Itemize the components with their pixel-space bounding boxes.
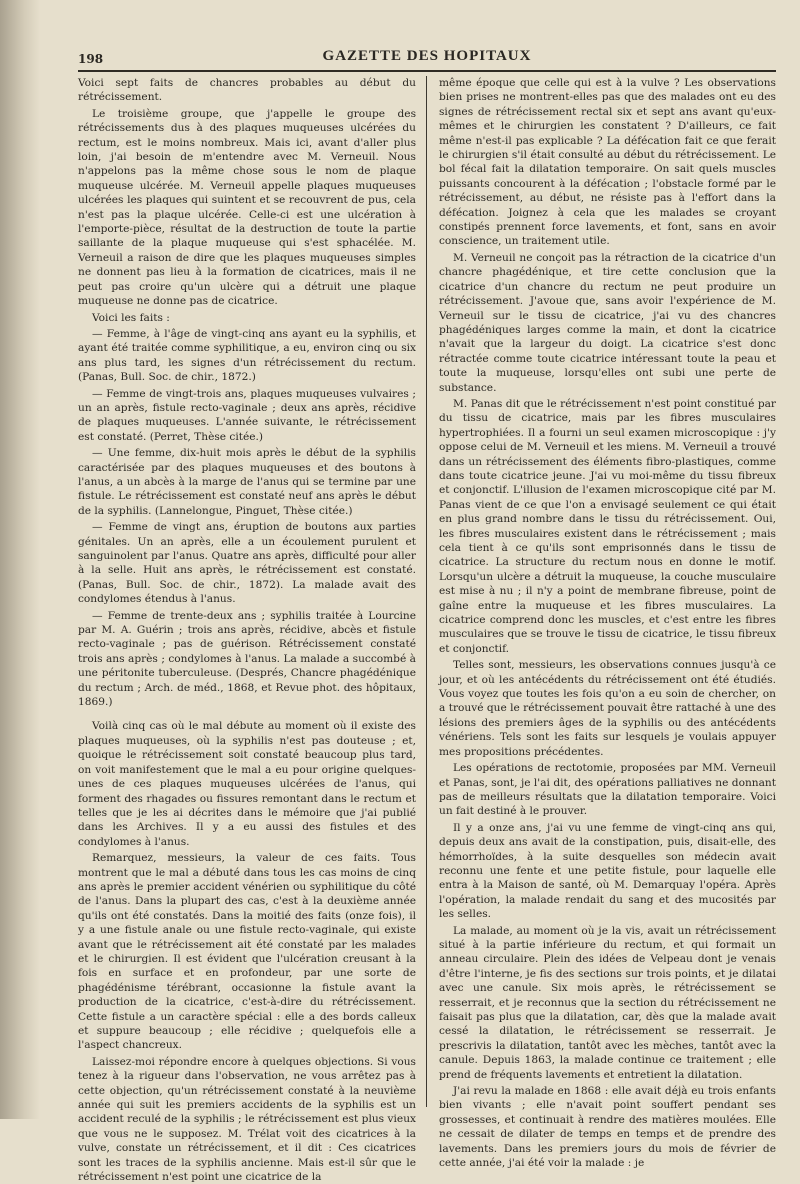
- journal-title: GAZETTE DES HOPITAUX: [322, 48, 532, 64]
- paragraph: — Femme de trente-deux ans ; syphilis traitée à Lourcine par M. A. Guérin ; trois ans après, récidive, abcès et fistule recto-vaginale ; pas de guérison. Rétrécissement constaté trois ans après ; condylomes à l'anus. La malade a succombé à une péritonite tuberculeuse. (Després, Chancre phagédénique du rectum ; Arch. de méd., 1868, et Revue phot. des hôpitaux, 1869.): [78, 609, 416, 709]
- page-header: [78, 48, 776, 72]
- paragraph: Les opérations de rectotomie, proposées par MM. Verneuil et Panas, sont, je l'ai dit, des opérations palliatives ne donnant pas de meilleurs résultats que la dilatation temporaire. Voici un fait destiné à le prouver.: [439, 762, 776, 818]
- paragraph: — Une femme, dix-huit mois après le début de la syphilis caractérisée par des plaques muqueuses et des boutons à l'anus, a un abcès à la marge de l'anus qui se termine par une fistule. Le rétrécissement est constaté neuf ans après le début de la syphilis. (Lannelongue, Pinguet, Thèse citée.): [78, 447, 416, 517]
- paragraph: — Femme de vingt ans, éruption de boutons aux parties génitales. Un an après, elle a un écoulement purulent et sanguinolent par l'anus. Quatre ans après, difficulté pour aller à la selle. Huit ans après, le rétrécissement est constaté. (Panas, Bull. Soc. de chir., 1872). La malade avait des condylomes étendus à l'anus.: [78, 521, 416, 606]
- paragraph: M. Panas dit que le rétrécissement n'est point constitué par du tissu de cicatrice, mais par les fibres musculaires hypertrophiées. Il a fourni un seul examen microscopique : j'y oppose celui de M. Verneuil et les miens. M. Verneuil a trouvé dans un rétrécissement des éléments fibro-plastiques, comme dans toute cicatrice jeune. J'ai vu moi-même du tissu fibreux et conjonctif. L'illusion de l'examen microscopique cité par M. Panas vient de ce que l'on a envisagé seulement ce qui était en plus grand nombre dans le tissu du rétrécissement. Oui, les fibres musculaires existent dans le rétrécissement ; mais cela tient à ce qu'ils sont emprisonnés dans le tissu de cicatrice. La structure du rectum nous en donne le motif. Lorsqu'un ulcère a détruit la muqueuse, la couche musculaire est mise à nu ; il n'y a point de membrane fibreuse, point de gaîne entre la muqueuse et les fibres musculaires. La cicatrice comprend donc les muscles, et c'est entre les fibres musculaires que se trouve le tissu de cicatrice, le tissu fibreux et conjonctif.: [439, 397, 776, 655]
- page-number: 198: [78, 52, 104, 66]
- paragraph: Voilà cinq cas où le mal débute au moment où il existe des plaques muqueuses, où la syphilis n'est pas douteuse ; et, quoique le rétrécissement soit constaté beaucoup plus tard, on voit manifestement que le mal a eu pour origine quelques-unes de ces plaques muqueuses ulcérées de l'anus, qui forment des rhagades ou fissures remontant dans le rectum et telles que je les ai décrites dans le mémoire que j'ai publié dans les Archives. Il y a eu aussi des fistules et des condylomes à l'anus.: [78, 720, 416, 848]
- paragraph: Il y a onze ans, j'ai vu une femme de vingt-cinq ans qui, depuis deux ans avait de la constipation, puis, disait-elle, des hémorrhoïdes, à la suite desquelles son médecin avait reconnu une fente et une petite fistule, pour laquelle elle entra à la Maison de santé, où M. Demarquay l'opéra. Après l'opération, la malade rendait du sang et des mucosités par les selles.: [439, 821, 776, 921]
- page-binding-shadow: [0, 0, 40, 1119]
- paragraph: Voici les faits :: [92, 311, 170, 324]
- paragraph: Telles sont, messieurs, les observations connues jusqu'à ce jour, et où les antécédents du rétrécissement ont été étudiés. Vous voyez que toutes les fois qu'on a eu soin de chercher, on a trouvé que le rétrécissement pouvait être rattaché à une des lésions des premiers âges de la syphilis ou des antécédents vénériens. Tels sont les faits sur lesquels je voulais appuyer mes propositions précédentes.: [439, 659, 776, 758]
- paragraph: J'ai revu la malade en 1868 : elle avait déjà eu trois enfants bien vivants ; elle n'avait point souffert pendant ses grossesses, et continuait à rendre des matières moulées. Elle ne cessait de dilater de temps en temps et de prendre des lavements. Dans les premiers jours du mois de février de cette année, j'ai été voir la malade : je: [439, 1085, 776, 1170]
- paragraph: — Femme, à l'âge de vingt-cinq ans ayant eu la syphilis, et ayant été traitée comme syphilitique, a eu, environ cinq ou six ans plus tard, les signes d'un rétrécissement du rectum. (Panas, Bull. Soc. de chir., 1872.): [78, 327, 416, 384]
- paragraph: M. Verneuil ne conçoit pas la rétraction de la cicatrice d'un chancre phagédénique, et tire cette conclusion que la cicatrice d'un chancre du rectum ne peut produire un rétrécissement. J'avoue que, sans avoir l'expérience de M. Verneuil sur le tissu de cicatrice, j'ai vu des chancres phagédéniques larges comme la main, et dont la cicatrice n'avait que la largeur du doigt. La cicatrice s'est donc rétractée comme toute cicatrice intéressant toute la peau et toute la muqueuse, lorsqu'elles ont subi une perte de substance.: [439, 251, 776, 394]
- text-columns: [78, 76, 776, 1184]
- paragraph: Remarquez, messieurs, la valeur de ces faits. Tous montrent que le mal a débuté dans tous les cas moins de cinq ans après le premier accident vénérien ou syphilitique du côté de l'anus. Dans la plupart des cas, c'est à la deuxième année qu'ils ont été constatés. Dans la moitié des faits (onze fois), il y a une fistule anale ou une fistule recto-vaginale, qui existe avant que le rétrécissement ait été constaté par les malades et le chirurgien. Il est évident que l'ulcération creusant à la fois en surface et en profondeur, par une sorte de phagédénisme térébrant, occasionne la fistule avant la production de la cicatrice, c'est-à-dire du rétrécissement. Cette fistule a un caractère spécial : elle a des bords calleux et suppure beaucoup ; elle récidive ; quelquefois elle a l'aspect chancreux.: [78, 852, 416, 1052]
- paragraph: même époque que celle qui est à la vulve ? Les observations bien prises ne montrent-elles pas que des malades ont eu des signes de rétrécissement rectal six et sept ans avant qu'eux-mêmes et le chirurgien les constatent ? D'ailleurs, ce fait même n'est-il pas explicable ? La défécation fait ce que ferait le chirurgien s'il était consulté au début du rétrécissement. Le bol fécal fait la dilatation temporaire. On sait quels muscles puissants concourent à la défécation ; l'obstacle formé par le rétrécissement, au début, ne résiste pas à l'effort dans la défécation. Joignez à cela que les malades se croyant constipés prennent force lavements, et font, sans en avoir conscience, un traitement utile.: [439, 77, 776, 248]
- paragraph: Voici sept faits de chancres probables au début du rétrécissement.: [78, 77, 416, 104]
- paragraph-gap: [78, 711, 416, 719]
- left-column: [78, 76, 427, 1184]
- paragraph: Le troisième groupe, que j'appelle le groupe des rétrécissements dus à des plaques muqueuses ulcérées du rectum, est le moins nombreux. Mais ici, avant d'aller plus loin, j'ai besoin de m'entendre avec M. Verneuil. Nous n'appelons pas la même chose sous le nom de plaque muqueuse ulcérée. M. Verneuil appelle plaques muqueuses ulcérées les plaques qui suintent et se recouvrent de pus, cela n'est pas la plaque ulcérée. Celle-ci est une ulcération à l'emporte-pièce, résultat de la destruction de toute la partie saillante de la plaque muqueuse qui s'est sphacélée. M. Verneuil a raison de dire que les plaques muqueuses simples ne donnent pas lieu à la formation de cicatrices, mais il ne peut pas croire qu'un ulcère qui a détruit une plaque muqueuse ne donne pas de cicatrice.: [78, 107, 416, 308]
- paragraph: — Femme de vingt-trois ans, plaques muqueuses vulvaires ; un an après, fistule recto-vaginale ; deux ans après, récidive de plaques muqueuses. L'année suivante, le rétrécissement est constaté. (Perret, Thèse citée.): [78, 387, 416, 443]
- paragraph: La malade, au moment où je la vis, avait un rétrécissement situé à la partie inférieure du rectum, et qui formait un anneau circulaire. Plein des idées de Velpeau dont je venais d'être l'interne, je fis des sections sur trois points, et je dilatai avec une canule. Six mois après, le rétrécissement se resserrait, et je reconnus que la section du rétrécissement ne faisait pas plus que la dilatation, car, dès que la malade avait cessé la dilatation, le rétrécissement se resserrait. Je prescrivis la dilatation, tantôt avec les mèches, tantôt avec la canule. Depuis 1863, la malade continue ce traitement ; elle prend de fréquents lavements et entretient la dilatation.: [439, 924, 776, 1081]
- paragraph: Laissez-moi répondre encore à quelques objections. Si vous tenez à la rigueur dans l'observation, ne vous arrêtez pas à cette objection, qu'un rétrécissement constaté à la neuvième année qui suit les premiers accidents de la syphilis est un accident reculé de la syphilis ; le rétrécissement est plus vieux que vous ne le supposez. M. Trélat voit des cicatrices à la vulve, constate un rétrécissement, et il dit : Ces cicatrices sont les traces de la syphilis ancienne. Mais est-il sûr que le rétrécissement n'est point une cicatrice de la: [78, 1055, 416, 1184]
- right-column: [427, 76, 776, 1170]
